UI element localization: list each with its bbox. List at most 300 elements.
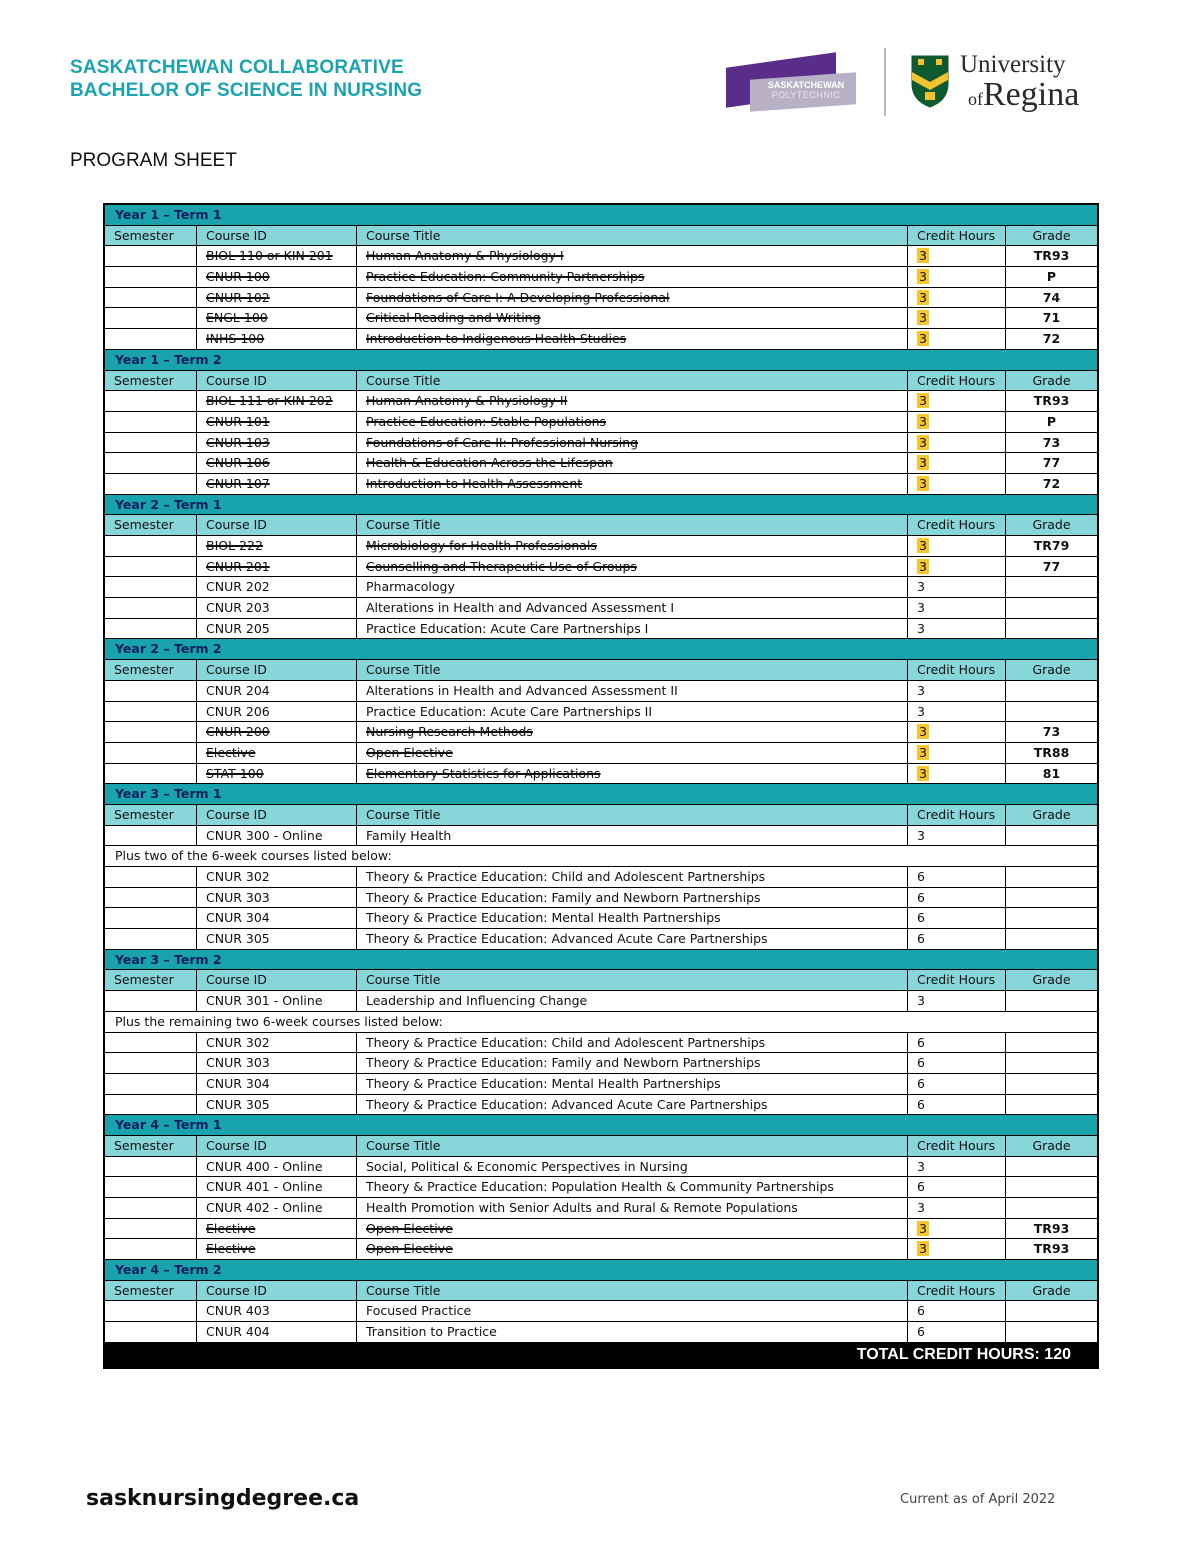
course-row (105, 433, 1097, 454)
grade-cell[interactable] (1006, 329, 1097, 349)
semester-cell[interactable] (105, 1301, 197, 1321)
course-id: CNUR 106 (206, 455, 270, 471)
col-semester: Semester (105, 1136, 197, 1156)
grade-cell[interactable] (1006, 433, 1097, 453)
credit-hours: 3 (919, 310, 927, 326)
course-id: BIOL 111 or KIN 202 (206, 393, 333, 409)
credit-hours: 3 (919, 744, 927, 760)
col-credit-hours: Credit Hours (908, 371, 1006, 391)
course-title-cell (357, 1074, 908, 1094)
grade-cell[interactable] (1006, 577, 1097, 597)
semester-cell[interactable] (105, 1219, 197, 1239)
course-id-cell (197, 598, 357, 618)
credit-hours: 3 (917, 682, 925, 698)
course-title: Practice Education: Stable Populations (366, 413, 607, 429)
course-id: BIOL 222 (206, 538, 263, 553)
credit-hours: 3 (919, 724, 927, 740)
semester-cell[interactable] (105, 1322, 197, 1342)
credit-hours-cell (908, 1239, 1006, 1259)
col-course-title: Course Title (357, 805, 908, 825)
partner-logos (720, 42, 1100, 122)
course-title-cell (357, 598, 908, 618)
course-title-cell (357, 1219, 908, 1239)
course-id-cell (197, 743, 357, 763)
credit-hours-cell (908, 1074, 1006, 1094)
course-title-cell (357, 867, 908, 887)
course-row (105, 288, 1097, 309)
course-title-cell (357, 267, 908, 287)
grade-cell[interactable] (1006, 308, 1097, 328)
col-grade: Grade (1032, 517, 1071, 533)
col-course-title: Course Title (357, 970, 908, 990)
credit-hours-cell (908, 557, 1006, 577)
course-title-cell (357, 1322, 908, 1342)
semester-cell[interactable] (105, 764, 197, 784)
course-title-cell (357, 474, 908, 494)
course-row (105, 1301, 1097, 1322)
course-id: CNUR 304 (206, 910, 270, 926)
col-credit-hours: Credit Hours (908, 1136, 1006, 1156)
course-id: Elective (206, 1220, 256, 1236)
course-id: CNUR 203 (206, 600, 270, 616)
course-id: Elective (206, 1241, 256, 1257)
semester-cell[interactable] (105, 598, 197, 618)
credit-hours-cell (908, 722, 1006, 742)
grade-value: TR93 (1033, 1220, 1070, 1236)
logo-divider (884, 48, 886, 116)
course-row (105, 453, 1097, 474)
col-course-title: Course Title (357, 1281, 908, 1301)
course-id-cell (197, 391, 357, 411)
course-id-cell (197, 536, 357, 556)
col-course-id: Course ID (197, 515, 357, 535)
course-id-cell (197, 722, 357, 742)
grade-value: TR79 (1033, 538, 1070, 553)
semester-cell[interactable] (105, 474, 197, 494)
credit-hours: 3 (917, 1200, 925, 1215)
credit-hours: 3 (919, 289, 927, 305)
footer-url[interactable]: sasknursingdegree.ca (86, 1486, 360, 1511)
course-row (105, 246, 1097, 267)
col-semester: Semester (105, 1281, 197, 1301)
grade-value: P (1046, 413, 1057, 429)
course-title-cell (357, 329, 908, 349)
course-row (105, 267, 1097, 288)
term-header: Year 3 – Term 2 (105, 950, 1097, 971)
grade-value: 73 (1042, 724, 1061, 740)
course-id-cell (197, 826, 357, 846)
grade-cell[interactable] (1006, 867, 1097, 887)
grade-cell[interactable] (1006, 1322, 1097, 1342)
credit-hours: 3 (919, 475, 927, 491)
col-semester: Semester (105, 970, 197, 990)
col-grade: Grade (1032, 806, 1071, 822)
course-id-cell (197, 991, 357, 1011)
grade-cell[interactable] (1006, 557, 1097, 577)
course-id-cell (197, 1198, 357, 1218)
grade-cell[interactable] (1006, 1074, 1097, 1094)
credit-hours: 3 (919, 331, 927, 347)
course-row (105, 391, 1097, 412)
column-header-row (105, 1136, 1097, 1157)
credit-hours: 6 (917, 1303, 925, 1319)
course-title: Microbiology for Health Professionals (366, 538, 597, 553)
grade-cell[interactable] (1006, 1157, 1097, 1177)
col-semester: Semester (105, 660, 197, 680)
semester-cell[interactable] (105, 1095, 197, 1115)
grade-value: 77 (1042, 455, 1061, 471)
grade-cell[interactable] (1006, 288, 1097, 308)
grade-cell[interactable] (1006, 453, 1097, 473)
program-sheet-label: PROGRAM SHEET (70, 150, 237, 171)
credit-hours: 3 (919, 765, 927, 781)
course-title-cell (357, 246, 908, 266)
semester-cell[interactable] (105, 826, 197, 846)
credit-hours: 3 (919, 248, 927, 264)
course-row (105, 743, 1097, 764)
course-row (105, 474, 1097, 495)
semester-cell[interactable] (105, 1033, 197, 1053)
credit-hours: 3 (919, 393, 927, 409)
uregina-wordmark (960, 52, 1079, 116)
credit-hours: 3 (919, 1220, 927, 1236)
credit-hours: 6 (917, 1034, 925, 1050)
course-title: Critical Reading and Writing (366, 310, 541, 326)
col-semester: Semester (105, 226, 197, 246)
credit-hours-cell (908, 577, 1006, 597)
grade-cell[interactable] (1006, 722, 1097, 742)
col-course-id: Course ID (197, 970, 357, 990)
credit-hours-cell (908, 908, 1006, 928)
semester-cell[interactable] (105, 702, 197, 722)
grade-cell[interactable] (1006, 267, 1097, 287)
credit-hours-cell (908, 246, 1006, 266)
course-row (105, 888, 1097, 909)
grade-cell[interactable] (1006, 474, 1097, 494)
credit-hours-cell (908, 1322, 1006, 1342)
course-title-cell (357, 391, 908, 411)
col-course-id: Course ID (197, 1136, 357, 1156)
grade-value: TR93 (1033, 1241, 1070, 1257)
semester-cell[interactable] (105, 743, 197, 763)
column-header-row (105, 226, 1097, 247)
course-title-cell (357, 1157, 908, 1177)
course-id: INHS 100 (206, 331, 265, 347)
course-row (105, 908, 1097, 929)
course-id-cell (197, 867, 357, 887)
course-row (105, 1033, 1097, 1054)
credit-hours-cell (908, 329, 1006, 349)
course-row (105, 1219, 1097, 1240)
course-title-cell (357, 308, 908, 328)
course-title: Theory & Practice Education: Child and Adolescent Partnerships (366, 1034, 766, 1050)
course-id-cell (197, 308, 357, 328)
semester-cell[interactable] (105, 288, 197, 308)
semester-cell[interactable] (105, 619, 197, 639)
course-title-cell (357, 702, 908, 722)
credit-hours: 6 (917, 1096, 925, 1112)
credit-hours-cell (908, 598, 1006, 618)
course-title-cell (357, 557, 908, 577)
semester-cell[interactable] (105, 1074, 197, 1094)
grade-value: P (1046, 269, 1057, 285)
credit-hours-cell (908, 308, 1006, 328)
grade-cell[interactable] (1006, 598, 1097, 618)
credit-hours-cell (908, 1219, 1006, 1239)
course-title: Alterations in Health and Advanced Assessment II (366, 682, 678, 698)
semester-cell[interactable] (105, 391, 197, 411)
semester-cell[interactable] (105, 867, 197, 887)
semester-cell[interactable] (105, 681, 197, 701)
semester-cell[interactable] (105, 1239, 197, 1259)
semester-cell[interactable] (105, 1198, 197, 1218)
course-id: STAT 100 (206, 765, 264, 781)
semester-cell[interactable] (105, 536, 197, 556)
column-header-row (105, 1281, 1097, 1302)
semester-cell[interactable] (105, 1157, 197, 1177)
course-row (105, 619, 1097, 640)
course-id-cell (197, 412, 357, 432)
semester-cell[interactable] (105, 308, 197, 328)
credit-hours: 3 (919, 1241, 927, 1257)
grade-cell[interactable] (1006, 1239, 1097, 1259)
col-semester: Semester (105, 515, 197, 535)
credit-hours-cell (908, 474, 1006, 494)
course-id-cell (197, 681, 357, 701)
course-id-cell (197, 1074, 357, 1094)
credit-hours: 6 (917, 1324, 925, 1340)
course-row (105, 1322, 1097, 1343)
grade-cell[interactable] (1006, 908, 1097, 928)
course-id: CNUR 201 (206, 558, 270, 574)
course-title: Social, Political & Economic Perspectives in Nursing (366, 1158, 688, 1174)
semester-cell[interactable] (105, 246, 197, 266)
grade-cell[interactable] (1006, 929, 1097, 949)
col-course-title: Course Title (357, 660, 908, 680)
course-title: Open Elective (366, 1241, 453, 1257)
course-id: CNUR 404 (206, 1324, 270, 1340)
term-header: Year 1 – Term 1 (105, 205, 1097, 226)
grade-cell[interactable] (1006, 1301, 1097, 1321)
course-id: CNUR 302 (206, 869, 270, 884)
col-grade: Grade (1032, 372, 1071, 388)
grade-cell[interactable] (1006, 1219, 1097, 1239)
semester-cell[interactable] (105, 433, 197, 453)
semester-cell[interactable] (105, 577, 197, 597)
course-id: CNUR 305 (206, 1096, 270, 1112)
course-title: Practice Education: Acute Care Partnerships II (366, 703, 653, 719)
grade-cell[interactable] (1006, 888, 1097, 908)
grade-cell[interactable] (1006, 619, 1097, 639)
course-id: CNUR 102 (206, 289, 270, 305)
grade-cell[interactable] (1006, 681, 1097, 701)
credit-hours-cell (908, 681, 1006, 701)
course-id: ENGL 100 (206, 310, 268, 326)
course-row (105, 722, 1097, 743)
credit-hours-cell (908, 764, 1006, 784)
course-id: CNUR 206 (206, 703, 270, 719)
credit-hours-cell (908, 267, 1006, 287)
semester-cell[interactable] (105, 557, 197, 577)
semester-cell[interactable] (105, 329, 197, 349)
credit-hours: 6 (917, 1055, 925, 1071)
program-title (70, 56, 422, 102)
column-header-row (105, 970, 1097, 991)
grade-cell[interactable] (1006, 391, 1097, 411)
course-title: Family Health (366, 827, 452, 843)
course-id: CNUR 303 (206, 889, 270, 905)
col-semester: Semester (105, 371, 197, 391)
course-id: Elective (206, 744, 256, 760)
semester-cell[interactable] (105, 412, 197, 432)
uregina-shield-icon (910, 54, 950, 108)
course-title: Theory & Practice Education: Child and Adolescent Partnerships (366, 869, 766, 884)
grade-value: TR88 (1033, 744, 1070, 760)
grade-value: 72 (1042, 331, 1061, 347)
semester-cell[interactable] (105, 991, 197, 1011)
grade-cell[interactable] (1006, 991, 1097, 1011)
grade-cell[interactable] (1006, 743, 1097, 763)
course-id-cell (197, 908, 357, 928)
course-title-cell (357, 764, 908, 784)
term-note: Plus the remaining two 6-week courses listed below: (105, 1012, 1097, 1033)
course-title: Human Anatomy & Physiology I (366, 248, 564, 264)
credit-hours: 3 (919, 434, 927, 450)
course-title-cell (357, 908, 908, 928)
course-id-cell (197, 1157, 357, 1177)
course-title-cell (357, 826, 908, 846)
course-title: Introduction to Health Assessment (366, 475, 583, 491)
program-table (103, 203, 1099, 1369)
grade-cell[interactable] (1006, 1033, 1097, 1053)
grade-cell[interactable] (1006, 1198, 1097, 1218)
course-id: BIOL 110 or KIN 201 (206, 248, 333, 264)
course-title-cell (357, 1033, 908, 1053)
course-title-cell (357, 929, 908, 949)
course-row (105, 1239, 1097, 1260)
course-title: Foundations of Care I: A Developing Professional (366, 289, 670, 305)
credit-hours-cell (908, 1053, 1006, 1073)
grade-cell[interactable] (1006, 764, 1097, 784)
course-row (105, 536, 1097, 557)
course-id: CNUR 205 (206, 620, 270, 636)
course-title: Open Elective (366, 1220, 453, 1236)
credit-hours: 6 (917, 889, 925, 905)
credit-hours: 6 (917, 1179, 925, 1195)
course-row (105, 991, 1097, 1012)
semester-cell[interactable] (105, 888, 197, 908)
semester-cell[interactable] (105, 1177, 197, 1197)
column-header-row (105, 371, 1097, 392)
semester-cell[interactable] (105, 453, 197, 473)
grade-cell[interactable] (1006, 826, 1097, 846)
semester-cell[interactable] (105, 1053, 197, 1073)
course-id: CNUR 402 - Online (206, 1200, 323, 1215)
credit-hours-cell (908, 391, 1006, 411)
grade-cell[interactable] (1006, 1177, 1097, 1197)
col-course-id: Course ID (197, 371, 357, 391)
course-title-cell (357, 453, 908, 473)
uregina-of: of (968, 89, 983, 109)
course-row (105, 826, 1097, 847)
grade-value: 72 (1042, 475, 1061, 491)
course-id-cell (197, 1301, 357, 1321)
grade-cell[interactable] (1006, 536, 1097, 556)
credit-hours: 3 (917, 993, 925, 1009)
grade-value: 71 (1042, 310, 1061, 326)
course-title-cell (357, 1239, 908, 1259)
credit-hours-cell (908, 1198, 1006, 1218)
course-title-cell (357, 619, 908, 639)
term-header: Year 1 – Term 2 (105, 350, 1097, 371)
grade-cell[interactable] (1006, 1095, 1097, 1115)
course-title-cell (357, 1301, 908, 1321)
col-course-title: Course Title (357, 371, 908, 391)
col-credit-hours: Credit Hours (908, 970, 1006, 990)
credit-hours: 3 (919, 455, 927, 471)
course-id-cell (197, 619, 357, 639)
col-grade: Grade (1032, 662, 1071, 678)
course-title: Theory & Practice Education: Advanced Acute Care Partnerships (366, 931, 768, 947)
course-title: Practice Education: Community Partnerships (366, 269, 645, 285)
course-title-cell (357, 991, 908, 1011)
course-id-cell (197, 557, 357, 577)
course-title: Alterations in Health and Advanced Assessment I (366, 600, 675, 616)
col-course-id: Course ID (197, 1281, 357, 1301)
grade-cell[interactable] (1006, 412, 1097, 432)
course-id: CNUR 301 - Online (206, 993, 323, 1009)
course-title: Foundations of Care II: Professional Nursing (366, 434, 639, 450)
course-id-cell (197, 288, 357, 308)
course-title-cell (357, 722, 908, 742)
course-id-cell (197, 329, 357, 349)
semester-cell[interactable] (105, 267, 197, 287)
col-grade: Grade (1032, 972, 1071, 988)
term-header: Year 4 – Term 2 (105, 1260, 1097, 1281)
course-id-cell (197, 888, 357, 908)
grade-cell[interactable] (1006, 1053, 1097, 1073)
semester-cell[interactable] (105, 929, 197, 949)
credit-hours-cell (908, 1033, 1006, 1053)
credit-hours-cell (908, 826, 1006, 846)
course-title-cell (357, 1198, 908, 1218)
course-id: CNUR 103 (206, 434, 270, 450)
footer-date: Current as of April 2022 (900, 1492, 1056, 1507)
course-row (105, 557, 1097, 578)
course-id: CNUR 302 (206, 1034, 270, 1050)
course-row (105, 412, 1097, 433)
course-id: CNUR 300 - Online (206, 827, 323, 843)
credit-hours: 3 (919, 269, 927, 285)
semester-cell[interactable] (105, 722, 197, 742)
course-title: Theory & Practice Education: Population Health & Community Partnerships (366, 1179, 834, 1195)
grade-value: 77 (1042, 558, 1061, 574)
course-id: CNUR 303 (206, 1055, 270, 1071)
grade-cell[interactable] (1006, 246, 1097, 266)
credit-hours-cell (908, 412, 1006, 432)
grade-cell[interactable] (1006, 702, 1097, 722)
semester-cell[interactable] (105, 908, 197, 928)
course-title: Focused Practice (366, 1303, 472, 1319)
course-title-cell (357, 1177, 908, 1197)
course-id-cell (197, 433, 357, 453)
course-title: Theory & Practice Education: Family and Newborn Partnerships (366, 1055, 761, 1071)
course-id-cell (197, 1322, 357, 1342)
course-title: Practice Education: Acute Care Partnerships I (366, 620, 649, 636)
course-id: CNUR 304 (206, 1075, 270, 1091)
course-id: CNUR 107 (206, 475, 270, 491)
credit-hours-cell (908, 702, 1006, 722)
